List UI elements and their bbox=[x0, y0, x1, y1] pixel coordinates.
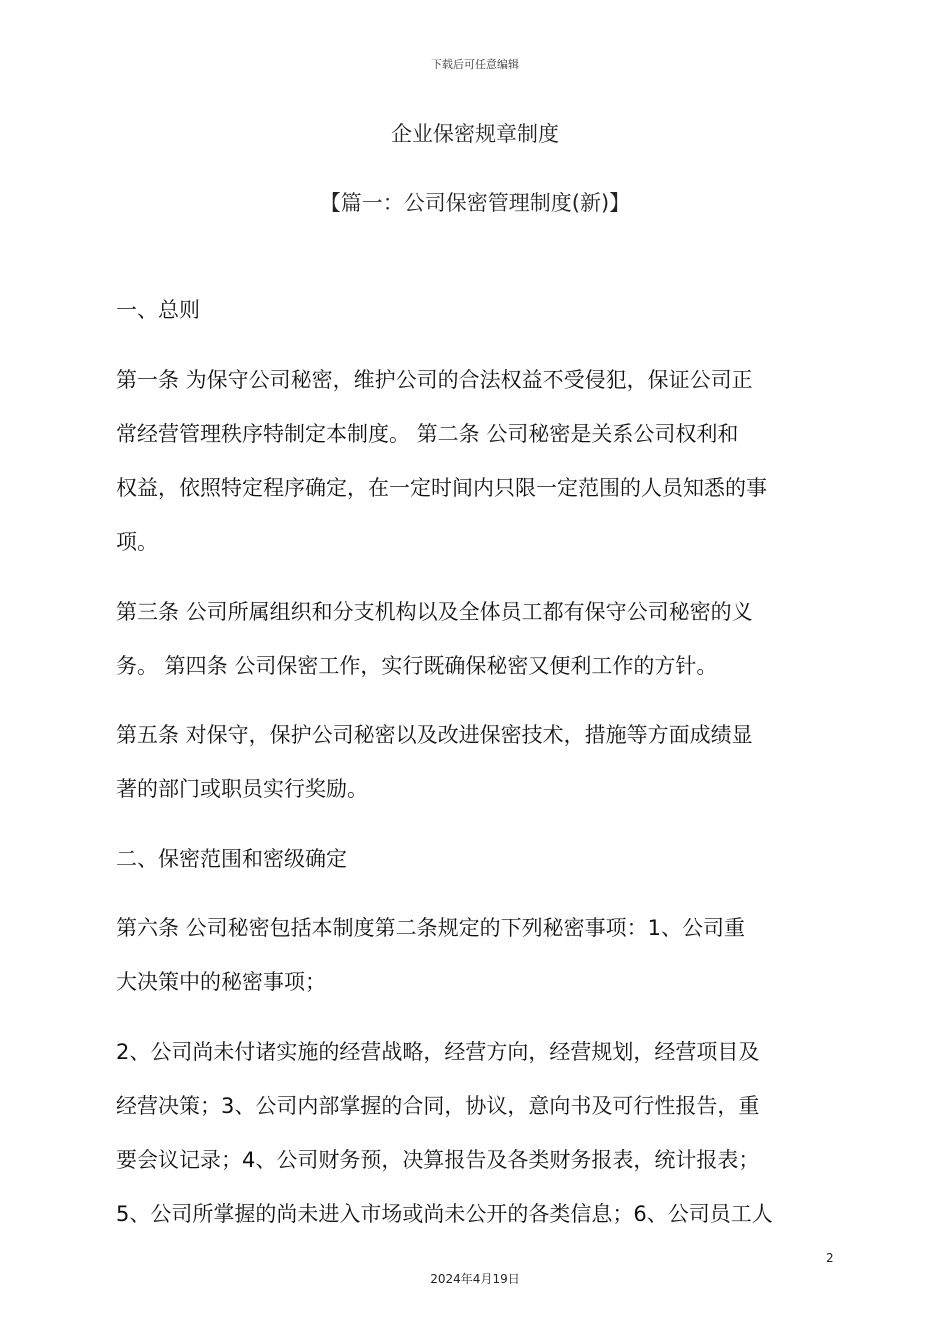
body-line: 要会议记录；4、公司财务预，决算报告及各类财务报表，统计报表； bbox=[116, 1148, 760, 1172]
body-line: 大决策中的秘密事项； bbox=[116, 970, 326, 994]
body-line: 项。 bbox=[116, 530, 158, 554]
body-line: 2、公司尚未付诸实施的经营战略，经营方向，经营规划，经营项目及 bbox=[116, 1040, 760, 1064]
body-line: 5、公司所掌握的尚未进入市场或尚未公开的各类信息；6、公司员工人 bbox=[116, 1202, 773, 1226]
page-footer-date: 2024年4月19日 bbox=[430, 1272, 520, 1286]
body-line: 权益，依照特定程序确定，在一定时间内只限一定范围的人员知悉的事 bbox=[116, 476, 767, 500]
document-subtitle: 【篇一：公司保密管理制度(新)】 bbox=[319, 191, 631, 215]
section-heading-general: 一、总则 bbox=[116, 298, 200, 322]
document-title: 企业保密规章制度 bbox=[391, 122, 559, 146]
body-line: 常经营管理秩序特制定本制度。 第二条 公司秘密是关系公司权利和 bbox=[116, 422, 739, 446]
page-header-note: 下载后可任意编辑 bbox=[431, 58, 519, 71]
body-line: 著的部门或职员实行奖励。 bbox=[116, 777, 368, 801]
section-heading-scope: 二、保密范围和密级确定 bbox=[116, 847, 347, 871]
body-line: 务。 第四条 公司保密工作，实行既确保秘密又便利工作的方针。 bbox=[116, 654, 718, 678]
body-line: 第三条 公司所属组织和分支机构以及全体员工都有保守公司秘密的义 bbox=[116, 600, 753, 624]
body-line: 第一条 为保守公司秘密，维护公司的合法权益不受侵犯，保证公司正 bbox=[116, 368, 753, 392]
body-line: 经营决策；3、公司内部掌握的合同，协议，意向书及可行性报告，重 bbox=[116, 1094, 760, 1118]
body-line: 第六条 公司秘密包括本制度第二条规定的下列秘密事项：1、公司重 bbox=[116, 916, 746, 940]
body-line: 第五条 对保守，保护公司秘密以及改进保密技术，措施等方面成绩显 bbox=[116, 723, 753, 747]
page-number: 2 bbox=[826, 1251, 834, 1265]
